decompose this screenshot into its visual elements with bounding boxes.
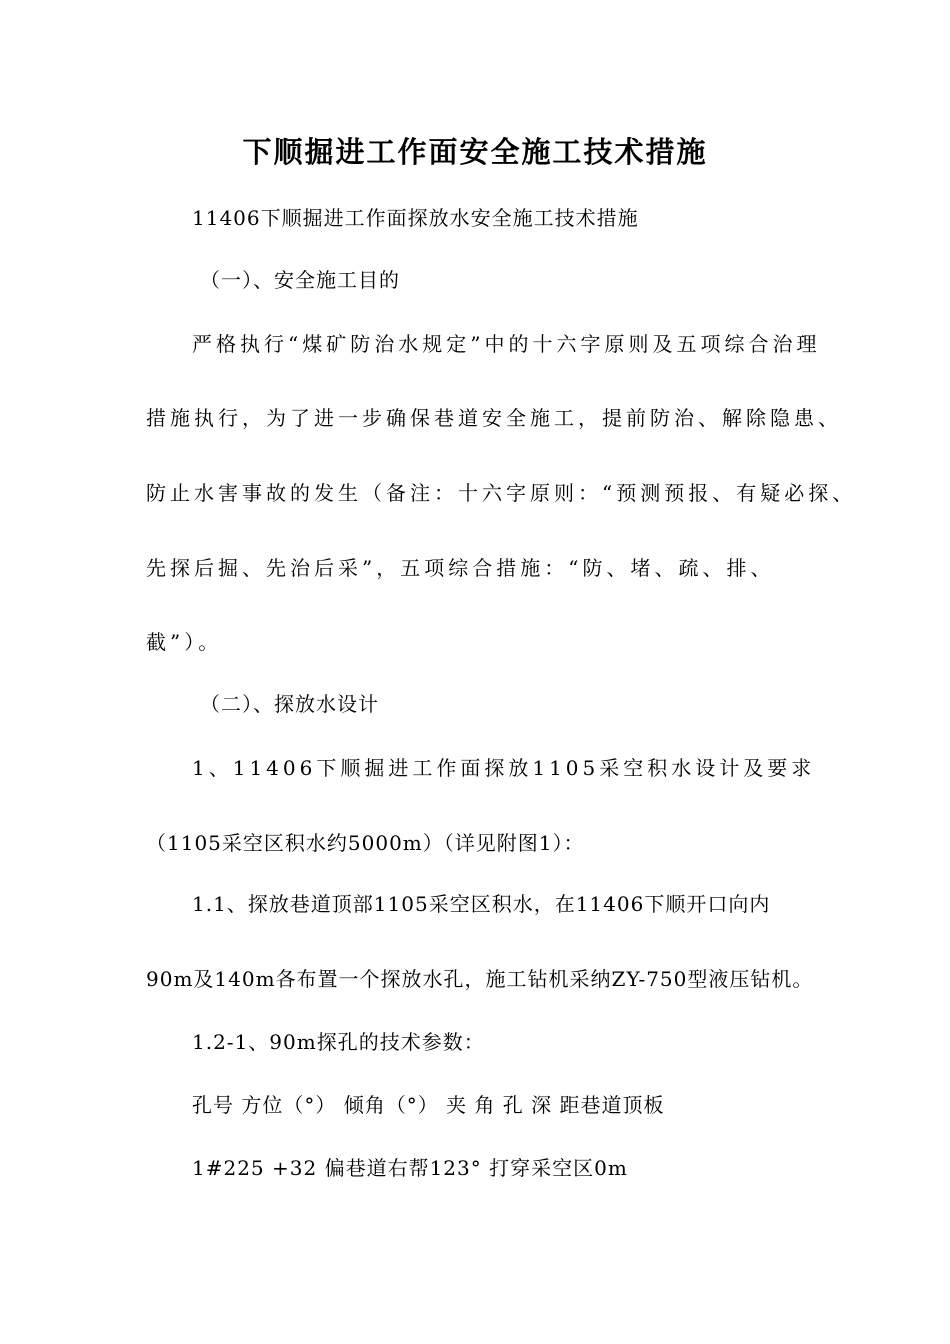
paragraph-subtitle: 11406下顺掘进工作面探放水安全施工技术措施 (192, 206, 639, 230)
table-header-line: 孔号 方位（°） 倾角（°） 夹 角 孔 深 距巷道顶板 (192, 1093, 665, 1117)
paragraph-line: 防止水害事故的发生（备注：十六字原则：“预测预报、有疑必探、 (146, 481, 857, 505)
paragraph-line: 措施执行，为了进一步确保巷道安全施工，提前防治、解除隐患、 (146, 406, 842, 430)
document-title: 下顺掘进工作面安全施工技术措施 (242, 135, 708, 169)
paragraph-line: （1105采空区积水约5000m）（详见附图1）： (146, 831, 585, 855)
paragraph-line: 1、11406下顺掘进工作面探放1105采空积水设计及要求 (192, 756, 816, 780)
paragraph-line: 严格执行“煤矿防治水规定”中的十六字原则及五项综合治理 (192, 332, 821, 356)
paragraph-line: 先探后掘、先治后采”，五项综合措施：“防、堵、疏、排、 (146, 556, 775, 580)
table-row-line: 1#225 +32 偏巷道右帮123° 打穿采空区0m (192, 1156, 628, 1180)
paragraph-line: 1.2-1、90m探孔的技术参数： (192, 1030, 485, 1054)
section-heading-1: （一）、安全施工目的 (200, 268, 400, 292)
paragraph-line: 1.1、探放巷道顶部1105采空区积水，在11406下顺开口向内 (192, 892, 771, 916)
paragraph-line: 截”）。 (146, 630, 223, 654)
section-heading-2: （二）、探放水设计 (200, 692, 379, 716)
paragraph-line: 90m及140m各布置一个探放水孔，施工钻机采纳ZY-750型液压钻机。 (146, 967, 814, 991)
